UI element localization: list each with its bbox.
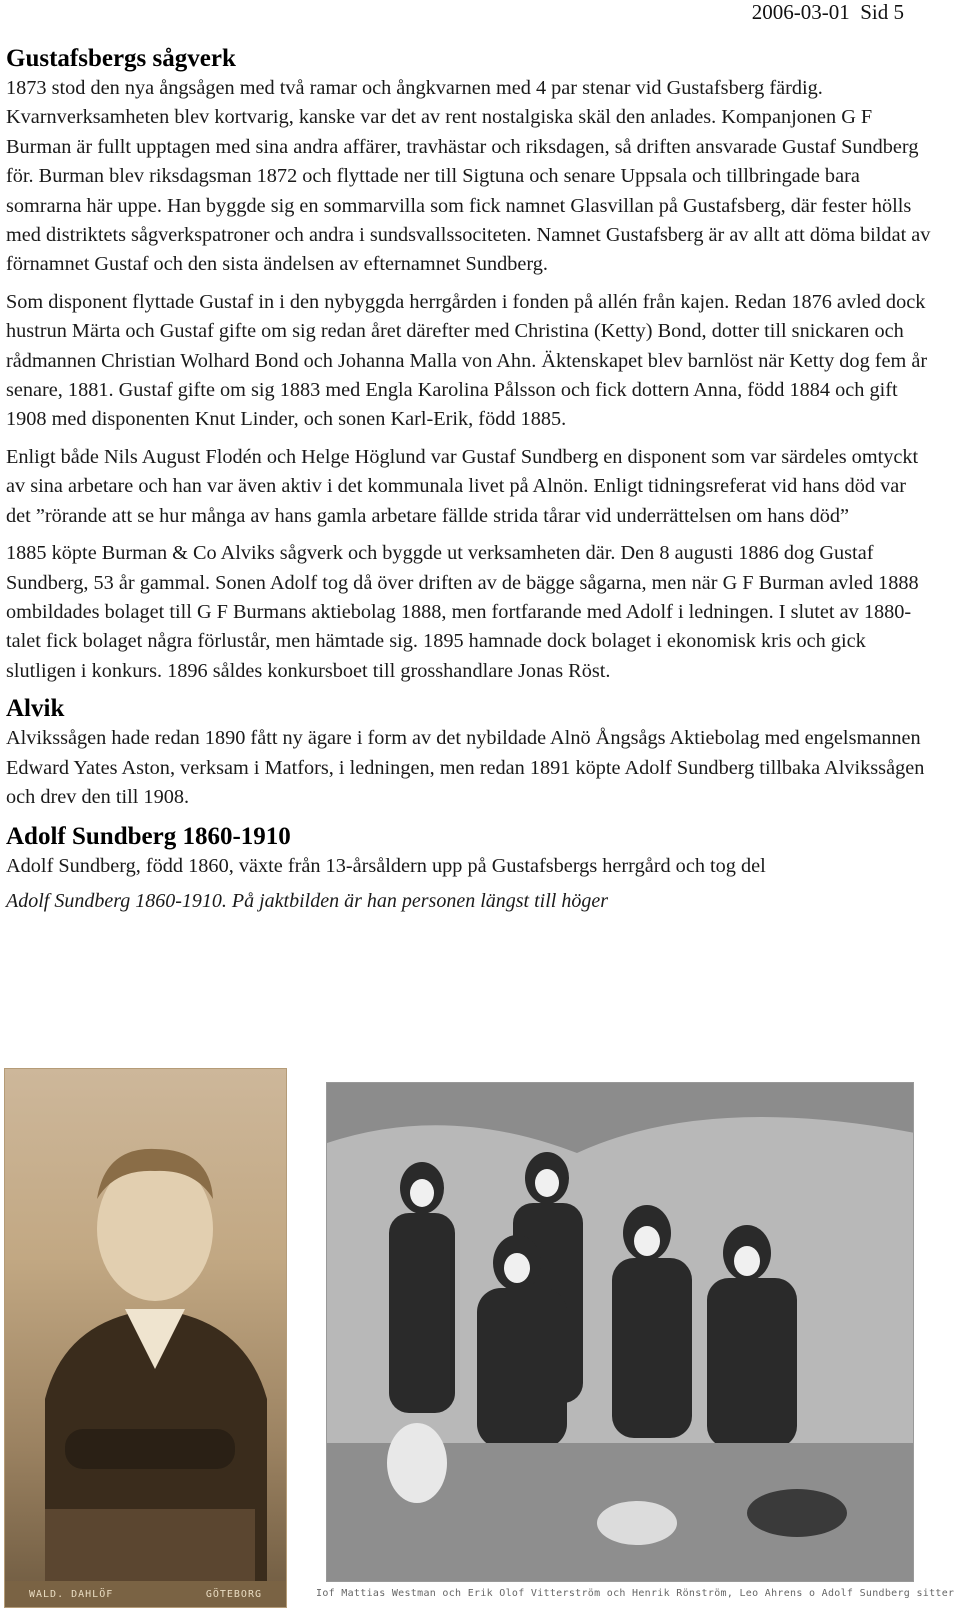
- section-heading: Adolf Sundberg 1860-1910: [6, 823, 291, 851]
- paragraph: Alvikssågen hade redan 1890 fått ny ägare i form av det nybildade Alnö Ångsågs Aktiebolag med engelsmannen Edward Yates Aston, verksam i Matfors, i ledningen, men redan 1891 köpte Adolf Sundberg tillbaka Alvikssågen och drev den till 1908.: [6, 727, 925, 808]
- article-body: [6, 44, 931, 916]
- photo-row: [0, 1068, 960, 1617]
- section-alvik: [6, 694, 931, 812]
- portrait-photo: [4, 1068, 287, 1608]
- section-heading: Alvik: [6, 695, 65, 723]
- paragraph: Som disponent flyttade Gustaf in i den nybyggda herrgården i fonden på allén från kajen. Redan 1876 avled dock hustrun Märta och Gustaf gifte om sig redan året därefter med Christina (Ketty) Bond, dotter till snickaren och rådmannen Christian Wolhard Bond och Johanna Malla von Ahn. Äktenskapet blev barnlöst när Ketty dog fem år senare, 1881. Gustaf gifte om sig 1883 med Engla Karolina Pålsson och fick dottern Anna, född 1884 och gift 1908 med disponenten Knut Linder, och sonen Karl-Erik, född 1885.: [6, 290, 928, 431]
- section-adolf-sundberg: [6, 822, 931, 881]
- plate-right-text: GÖTEBORG: [205, 1588, 262, 1600]
- hunting-party-photo: [326, 1082, 914, 1582]
- paragraph: 1885 köpte Burman & Co Alviks sågverk och byggde ut verksamheten där. Den 8 augusti 1886 dog Gustaf Sundberg, 53 år gammal. Sonen Adolf tog då över driften av de bägge sågarna, men när G F Burman avled 1888 ombildades bolaget till G F Burmans aktiebolag 1888, men fortfarande med Adolf i ledningen. I slutet av 1880-talet fick bolaget några förlustår, men hämtade sig. 1895 hamnade dock bolaget i ekonomisk kris och gick slutligen i konkurs. 1896 såldes konkursboet till grosshandlare Jonas Röst.: [6, 542, 919, 682]
- paragraph: Adolf Sundberg, född 1860, växte från 13-årsåldern upp på Gustafsbergs herrgård och tog del: [6, 855, 766, 878]
- photo-caption: Adolf Sundberg 1860-1910. På jaktbilden är han personen längst till höger: [6, 889, 608, 912]
- page-header: [752, 0, 904, 24]
- section-gustafsbergs-sagverk: [6, 44, 931, 686]
- photographer-plate: [5, 1581, 286, 1607]
- hunting-party-illustration: [327, 1083, 914, 1582]
- paragraph: 1873 stod den nya ångsågen med två ramar och ångkvarnen med 4 par stenar vid Gustafsberg färdig. Kvarnverksamheten blev kortvarig, kanske var det av rent nostalgiska skäl den anlades. Kompanjonen G F Burman är fullt upptagen med sina andra affärer, travhästar och riksdagen, så driften ansvarade Gustaf Sundberg för. Burman blev riksdagsman 1872 och flyttade ner till Sigtuna och senare Uppsala och tillbringade bara somrarna här uppe. Han byggde sig en sommarvilla som fick namnet Glasvillan på Gustafsberg, där fester hölls med distriktets sågverkspatroner och andra i sundsvallssociteten. Namnet Gustafsberg är av allt att döma bildat av förnamnet Gustaf och den sista ändelsen av efternamnet Sundberg.: [6, 77, 931, 276]
- header-date: 2006-03-01: [751, 0, 850, 24]
- plate-left-text: WALD. DAHLÖF: [29, 1588, 114, 1600]
- hunting-photo-inscription: Iof Mattias Westman och Erik Olof Vitterström och Henrik Rönström, Leo Ahrens o Adolf Sundberg sitter: [316, 1588, 955, 1599]
- portrait-illustration: [5, 1069, 287, 1583]
- section-heading: Gustafsbergs sågverk: [6, 45, 236, 72]
- header-page-number: Sid 5: [860, 0, 904, 24]
- paragraph: Enligt både Nils August Flodén och Helge Höglund var Gustaf Sundberg en disponent som var särdeles omtyckt av sina arbetare och han var även aktiv i det kommunala livet på Alnön. Enligt tidningsreferat vid hans död var det ”rörande att se hur många av hans gamla arbetare fällde strida tårar vid underrättelsen om hans död”: [6, 445, 919, 527]
